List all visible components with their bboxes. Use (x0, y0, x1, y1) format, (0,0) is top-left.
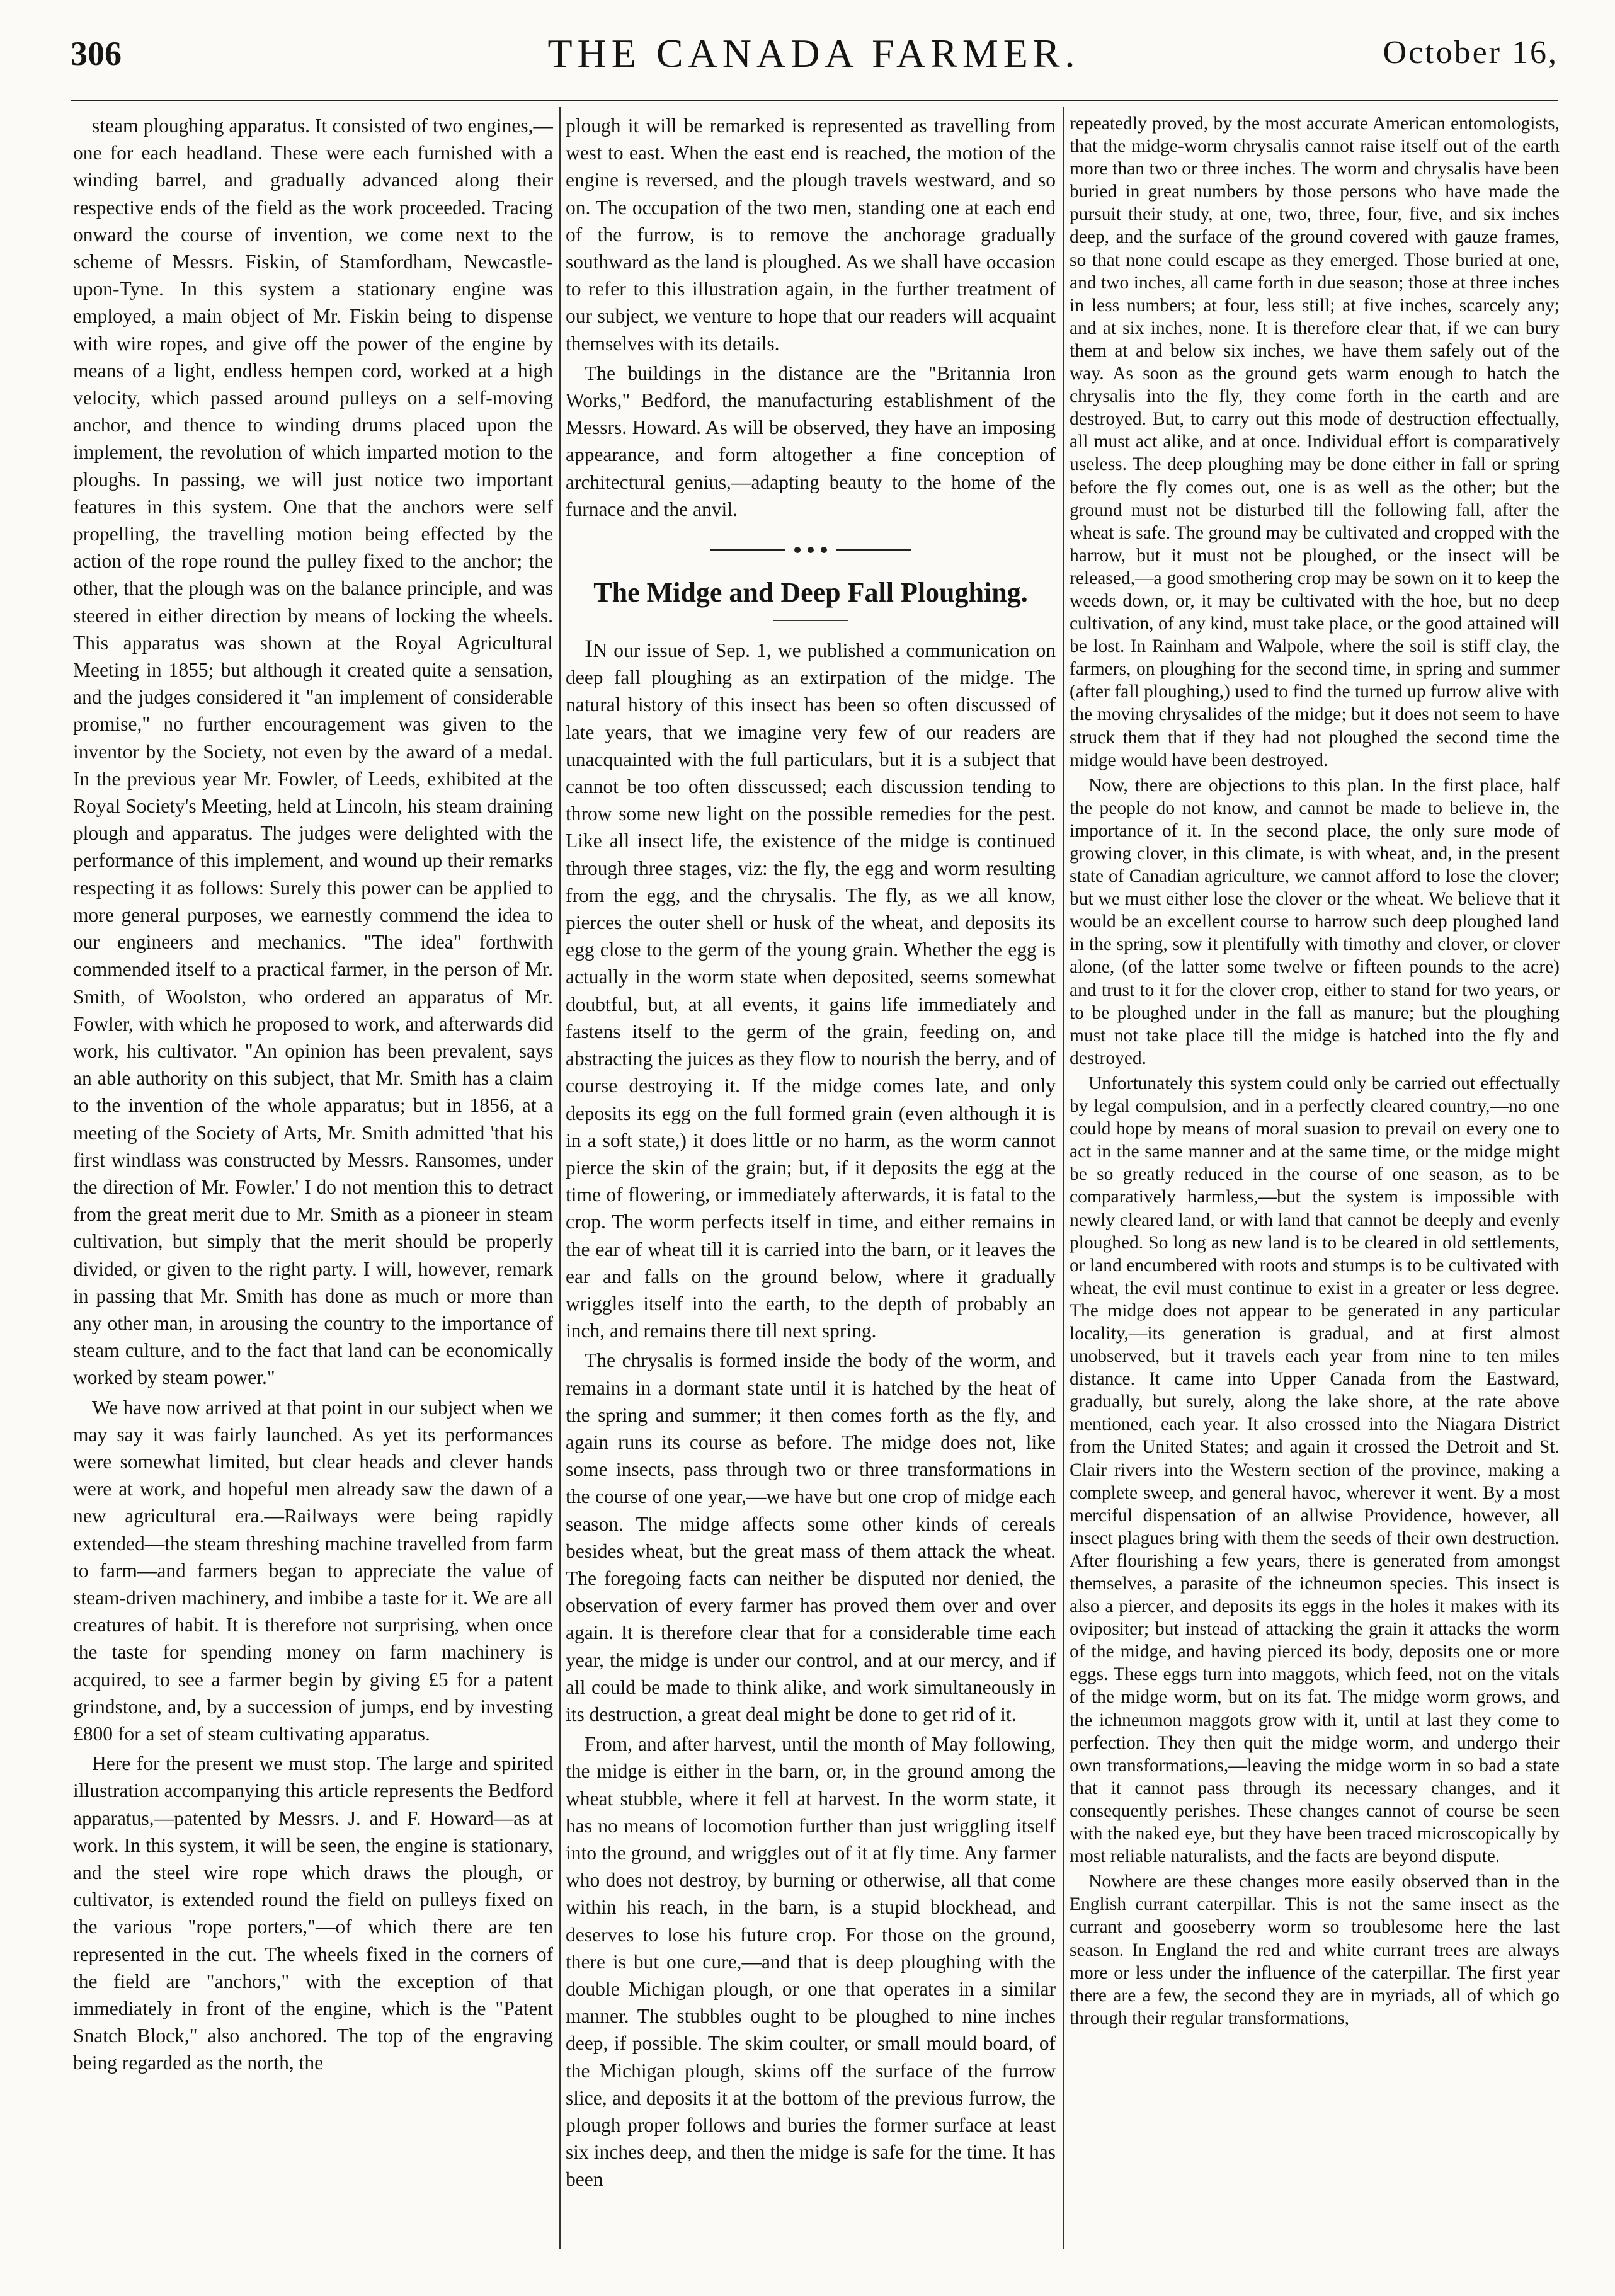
masthead-title: THE CANADA FARMER. (547, 31, 1080, 76)
issue-date: October 16, (1383, 35, 1558, 71)
paragraph: The buildings in the distance are the "Britannia Iron Works," Bedford, the manufacturing establishment of the Messrs. Howard. As will be observed, they have an imposing appearance, and form altogether a fine conception of architectural genius,—adapting beauty to the home of the furnace and the anvil. (566, 362, 1056, 520)
header-rule (71, 100, 1558, 101)
column-divider-1 (559, 107, 561, 2249)
paragraph: steam ploughing apparatus. It consisted of two engines,—one for each headland. These were each furnished with a winding barrel, and gradually advanced along their respective ends of the field as the work proceeded. Tracing onward the course of invention, we come next to the scheme of Messrs. Fiskin, of Stamfordham, Newcastle-upon-Tyne. In this system a stationary engine was employed, a main object of Mr. Fiskin being to dispense with wire ropes, and give off the power of the engine by means of a light, endless hempen cord, worked at a high velocity, which passed around pulleys on a self-moving anchor, and thence to winding drums placed upon the implement, the revolution of which imparted motion to the ploughs. In passing, we will just notice two important features in this system. One that the anchors were self propelling, the travelling motion being effected by the action of the rope round the pulley fixed to the anchor; the other, that the plough was on the balance principle, and was steered in either direction by means of locking the wheels. This apparatus was shown at the Royal Agricultural Meeting in 1855; but although it created quite a sensation, and the judges considered it "an implement of considerable promise," no further encouragement was given to the inventor by the Society, not even by the award of a medal. In the previous year Mr. Fowler, of Leeds, exhibited at the Royal Society's Meeting, held at Lincoln, his steam draining plough and apparatus. The judges were delighted with the performance of this implement, and wound up their remarks respecting it as follows: Surely this power can be applied to more general purposes, we earnestly commend the idea to our engineers and mechanics. "The idea" forthwith commended itself to a practical farmer, in the person of Mr. Smith, of Woolston, who ordered an apparatus of Mr. Fowler, with which he proposed to work, and afterwards did work, his cultivator. "An opinion has been prevalent, says an able authority on this subject, that Mr. Smith has a claim to the invention of the whole apparatus; but in 1856, at a meeting of the Society of Arts, Mr. Smith admitted 'that his first windlass was constructed by Messrs. Ransomes, under the direction of Mr. Fowler.' I do not mention this to detract from the great merit due to Mr. Smith as a pioneer in steam cultivation, but simply that the merit should be properly divided, or given to the right party. I will, however, remark in passing that Mr. Smith has done as much or more than any other man, in arousing the country to the importance of steam culture, and to the fact that land can be economically worked by steam power." (73, 115, 553, 1389)
paragraph: Here for the present we must stop. The large and spirited illustration accompanying this article represents the Bedford apparatus,—patented by Messrs. J. and F. Howard—as at work. In this system, it will be seen, the engine is stationary, and the steel wire rope which draws the plough, or cultivator, is extended round the field on pulleys fixed on the various "rope porters,"—of which there are ten represented in the cut. The wheels fixed in the corners of the field are "anchors," with the exception of that immediately in front of the engine, which is the "Patent Snatch Block," also anchored. The top of the engraving being regarded as the north, the (73, 1752, 553, 2074)
paragraph: From, and after harvest, until the month of May following, the midge is either in the barn, or, in the ground among the wheat stubble, where it fell at harvest. In the worm state, it has no means of locomotion further than just wriggling itself into the ground, and wriggles out of it at fly time. Any farmer who does not destroy, by burning or otherwise, all that come within his reach, in the barn, is a stupid blockhead, and deserves to lose his future crop. For those on the ground, there is but one cure,—and that is deep ploughing with the double Michigan plough, or one that operates in a similar manner. The stubbles ought to be ploughed to nine inches deep, if possible. The skim coulter, or small mould board, of the Michigan plough, skims off the surface of the furrow slice, and deposits it at the bottom of the previous furrow, the plough proper follows and buries the former surface at least six inches deep, and then the midge is safe for the time. It has been (566, 1733, 1056, 2191)
column-divider-2 (1063, 107, 1064, 2249)
section-ornament (710, 539, 911, 561)
column-3 (1070, 112, 1560, 2247)
page-header (71, 30, 1558, 87)
column-2 (566, 112, 1056, 2247)
drop-cap: I (585, 634, 593, 663)
paragraph: The chrysalis is formed inside the body of the worm, and remains in a dormant state until it is hatched by the heat of the spring and summer; it then comes forth as the fly, and again runs its course as before. The midge does not, like some insects, pass through two or three transformations in the course of one year,—we have but one crop of midge each season. The midge affects some other kinds of cereals besides wheat, but the great mass of them attack the wheat. The foregoing facts can neither be disputed nor denied, the observation of every farmer has proved them over and over again. It is therefore clear that for a considerable time each year, the midge is under our control, and at our mercy, and if all could be made to think alike, and work simultaneously in its destruction, a great deal might be done to get rid of it. (566, 1349, 1056, 1725)
article-first-paragraph (566, 635, 1056, 1344)
paragraph: repeatedly proved, by the most accurate American entomologists, that the midge-worm chrysalis cannot raise itself out of the earth more than two or three inches. The worm and chrysalis have been buried in great numbers by those persons who have made the pursuit their study, at one, two, three, four, five, and six inches deep, and the surface of the ground covered with gauze frames, so that none could escape as they emerged. Those buried at one, and two inches, all came forth in due season; those at three inches in less numbers; at four, less still; at five inches, scarcely any; and at six inches, none. It is therefore clear that, if we can bury them at and below six inches, we have them safely out of the way. As soon as the ground gets warm enough to hatch the chrysalis into the fly, they come forth in the earth and are destroyed. But, to carry out this mode of destruction effectually, all must act alike, and at once. Individual effort is comparatively useless. The deep ploughing may be done either in fall or spring before the fly comes out, one is as well as the other; but the ground must not be disturbed till the following fall, after the wheat is safe. The ground may be cultivated and cropped with the harrow, but it must not be ploughed, or the insect will be released,—a good smothering crop may be sown on it to keep the weeds down, or, it may be cultivated with the hoe, but no deep cultivation, of any kind, must take place, or the good attained will be lost. In Rainham and Walpole, where the soil is stiff clay, the farmers, on ploughing for the second time, in spring and summer (after fall ploughing,) used to find the turned up furrow alive with the moving chrysalides of the midge; but it does not seem to have struck them that if they had not ploughed the second time the midge would have been destroyed. (1070, 113, 1560, 770)
article-title: The Midge and Deep Fall Ploughing. (593, 577, 1028, 608)
paragraph: Nowhere are these changes more easily observed than in the English currant caterpillar. This is not the same insect as the currant and gooseberry worm so troublesome here the last season. In England the red and white currant trees are always more or less under the influence of the caterpillar. The first year there are a few, the second they are in myriads, all of which go through their regular transformations, (1070, 1871, 1560, 2028)
paragraph: Unfortunately this system could only be carried out effectually by legal compulsion, and in a perfectly cleared country,—no one could hope by means of moral suasion to prevail on every one to act in the same manner and at the same time, or the midge might be so greatly reduced in the course of one season, as to be comparatively harmless,—but the system is impossible with newly cleared land, or with land that cannot be deeply and evenly ploughed. So long as new land is to be cleared in old settlements, or land encumbered with roots and stumps is to be cultivated with wheat, the evil must continue to exist in a greater or less degree. The midge does not appear to be generated in any particular locality,—its generation is gradual, and at first almost unobserved, but it travels each year from nine to ten miles distance. It came into Upper Canada from the Eastward, gradually, but surely, along the lake shore, at the rate above mentioned, each year. It also crossed into the Niagara District from the United States; and again it crossed the Detroit and St. Clair rivers into the Western section of the province, making a complete sweep, and general havoc, wherever it went. By a most merciful dispensation of an allwise Providence, however, all insect plagues bring with them the seeds of their own destruction. After flourishing a few years, there is generated from amongst themselves, a parasite of the ichneumon species. This insect is also a piercer, and deposits its eggs in the holes it makes with its ovipositer; but instead of attacking the grain it attacks the worm of the midge, and having pierced its body, deposits one or more eggs. These eggs turn into maggots, which feed, not on the vitals of the midge worm, but on its fat. The midge worm grows, and the ichneumon maggots grow with it, until at last they come to perfection. They then quit the midge worm, and undergo their own transformations,—leaving the midge worm in so bad a state that it cannot pass through its necessary changes, and it consequently perishes. These changes cannot of course be seen with the naked eye, but they have been traced microscopically by most reliable naturalists, and the facts are beyond dispute. (1070, 1073, 1560, 1867)
column-1 (73, 112, 553, 2247)
paragraph-text: N our issue of Sep. 1, we published a communication on deep fall ploughing as an extirpation of the midge. The natural history of this insect has been so often discussed of late years, that we imagine very few of our readers are unacquainted with the full particulars, but it is a subject that cannot be too often disscussed; each discussion tending to throw some new light on the possible remedies for the pest. Like all insect life, the existence of the midge is continued through three stages, viz: the fly, the egg and worm resulting from the egg, and the chrysalis. The fly, as we all know, pierces the outer shell or husk of the wheat, and deposits its egg close to the germ of the young grain. Whether the egg is actually in the worm state when deposited, seems somewhat doubtful, but, at all events, it gains life immediately and fastens itself to the germ of the grain, feeding on, and abstracting the juices as they flow to nourish the berry, and of course destroying it. If the midge comes late, and only deposits its egg on the full formed grain (even although it is in a soft state,) it does little or no harm, as the worm cannot pierce the skin of the grain; but, if it deposits the egg at the time of flowering, or immediately afterwards, it is fatal to the crop. The worm perfects itself in time, and either remains in the ear of wheat till it is carried into the barn, or it leaves the ear and falls on the ground below, where it gradually wriggles itself into the earth, to the depth of probably an inch, and remains there till next spring. (566, 639, 1056, 1342)
paragraph: plough it will be remarked is represented as travelling from west to east. When the east end is reached, the motion of the engine is reversed, and the plough travels westward, and so on. The occupation of the two men, standing one at each end of the furrow, is to remove the anchorage gradually southward as the land is ploughed. As we shall have occasion to refer to this illustration again, in the further treatment of our subject, we venture to hope that our readers will acquaint themselves with its details. (566, 115, 1056, 355)
paragraph: Now, there are objections to this plan. In the first place, half the people do not know, and cannot be made to believe in, the importance of it. In the second place, the only sure mode of growing clover, in this climate, is with wheat, and, in the present state of Canadian agriculture, we cannot afford to lose the clover; but we must either lose the clover or the wheat. We believe that it would be an excellent course to harrow such deep ploughed land in the spring, sow it plentifully with timothy and clover, or clover alone, (of the latter some twelve or fifteen pounds to the acre) and trust to it for the clover crop, either to stand for two years, or to be ploughed under in the fall as manure; but the ploughing must not take place till the midge is hatched into the fly and destroyed. (1070, 775, 1560, 1068)
paragraph: We have now arrived at that point in our subject when we may say it was fairly launched. As yet its performances were somewhat limited, but clear heads and clever hands were at work, and hopeful men already saw the dawn of a new agricultural era.—Railways were being rapidly extended—the steam threshing machine travelled from farm to farm—and farmers began to appreciate the value of steam-driven machinery, and imbibe a taste for it. We are all creatures of habit. It is therefore not surprising, when once the taste for spending money on farm machinery is acquired, to see a farmer begin by giving £5 for a patent grindstone, and, by a succession of jumps, end by investing £800 for a set of steam cultivating apparatus. (73, 1396, 553, 1745)
title-rule (773, 620, 848, 621)
page-number: 306 (71, 35, 122, 72)
